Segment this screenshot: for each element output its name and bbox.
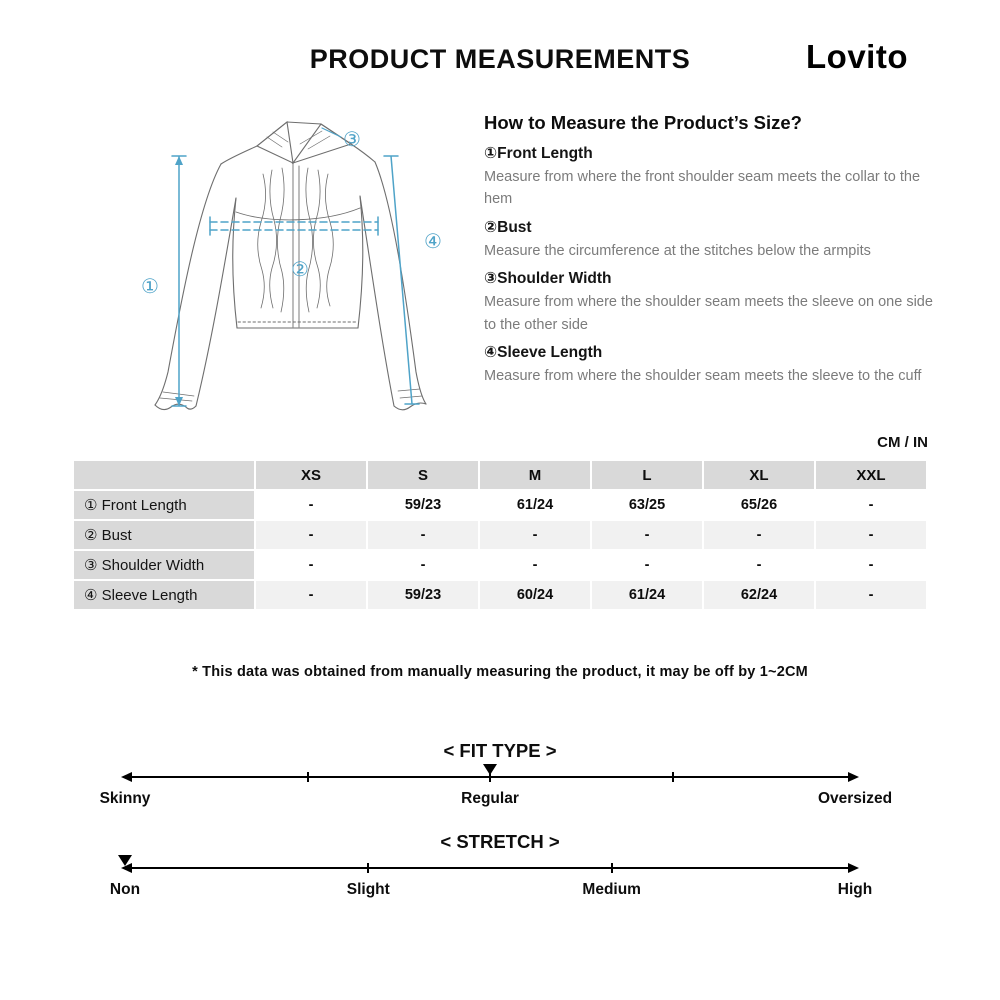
arrow-left-icon: [121, 772, 132, 782]
cell: 59/23: [368, 581, 478, 609]
fit-type-scale: [99, 770, 893, 814]
col-header-m: M: [480, 461, 590, 489]
stretch-tick: [367, 863, 369, 873]
corner-cell: [74, 461, 254, 489]
size-table: [72, 459, 928, 611]
fit-type-title: < FIT TYPE >: [443, 740, 557, 761]
annotation-bust-icon: ②: [291, 259, 309, 281]
col-header-xl: XL: [704, 461, 814, 489]
guide-item-label: ③Shoulder Width: [484, 270, 612, 288]
annotation-sleeve-icon: ④: [424, 231, 442, 253]
cell: -: [480, 521, 590, 549]
cell: -: [256, 491, 366, 519]
cell: 60/24: [480, 581, 590, 609]
sleeve-measure-line: [384, 156, 419, 404]
row-label: ② Bust: [74, 521, 254, 549]
guide-item-front-length: [484, 144, 934, 211]
cell: 62/24: [704, 581, 814, 609]
annotation-front-length-icon: ①: [141, 276, 159, 298]
cell: -: [256, 551, 366, 579]
cell: -: [256, 521, 366, 549]
table-row-bust: [74, 521, 926, 549]
guide-item-desc: Measure from where the shoulder seam meets the sleeve on one side to the other side: [484, 294, 933, 333]
fit-label-oversized: Oversized: [817, 790, 893, 807]
front-length-measure-line: [172, 156, 186, 406]
garment-diagram: [60, 106, 480, 438]
row-label: ④ Sleeve Length: [74, 581, 254, 609]
fit-label-regular: Regular: [461, 790, 519, 807]
guide-item-shoulder-width: [484, 269, 934, 336]
col-header-s: S: [368, 461, 478, 489]
fit-type-tick: [672, 772, 674, 782]
cell: -: [592, 551, 702, 579]
cell: 61/24: [480, 491, 590, 519]
arrow-right-icon: [848, 863, 859, 873]
page-title: PRODUCT MEASUREMENTS: [309, 44, 691, 74]
stretch-pointer-icon: [118, 855, 132, 866]
unit-label: CM / IN: [877, 434, 928, 451]
table-row-shoulder-width: [74, 551, 926, 579]
arrow-right-icon: [848, 772, 859, 782]
col-header-l: L: [592, 461, 702, 489]
cell: -: [368, 551, 478, 579]
stretch-axis: [125, 867, 855, 869]
stretch-label-high: High: [837, 881, 873, 898]
cell: 59/23: [368, 491, 478, 519]
cell: 65/26: [704, 491, 814, 519]
guide-item-sleeve-length: [484, 343, 934, 387]
guide-item-desc: Measure the circumference at the stitches below the armpits: [484, 242, 871, 259]
cell: -: [704, 551, 814, 579]
cell: -: [816, 491, 926, 519]
measurement-disclaimer: * This data was obtained from manually measuring the product, it may be off by 1~2CM: [192, 664, 808, 680]
stretch-title: < STRETCH >: [440, 831, 560, 852]
guide-item-label: ②Bust: [484, 218, 532, 236]
stretch-tick: [611, 863, 613, 873]
guide-item-desc: Measure from where the front shoulder seam meets the collar to the hem: [484, 169, 921, 208]
cell: -: [592, 521, 702, 549]
size-table-header-row: [74, 461, 926, 489]
col-header-xxl: XXL: [816, 461, 926, 489]
measure-guide: [484, 112, 934, 388]
row-label: ① Front Length: [74, 491, 254, 519]
guide-item-bust: [484, 218, 934, 262]
fit-label-skinny: Skinny: [99, 790, 151, 807]
guide-item-label: ④Sleeve Length: [484, 344, 603, 362]
guide-item-label: ①Front Length: [484, 145, 593, 162]
cell: -: [256, 581, 366, 609]
table-row-front-length: [74, 491, 926, 519]
cell: -: [368, 521, 478, 549]
bust-measure-line: [210, 222, 378, 230]
stretch-label-non: Non: [109, 881, 141, 898]
stretch-scale: [109, 861, 873, 905]
shoulder-leader-line: [322, 128, 341, 137]
guide-item-desc: Measure from where the shoulder seam meets the sleeve to the cuff: [484, 368, 922, 385]
brand-logo: Lovito: [806, 38, 908, 75]
guide-title: How to Measure the Product’s Size?: [484, 112, 802, 133]
cell: -: [480, 551, 590, 579]
fit-type-pointer-icon: [483, 764, 497, 775]
row-label: ③ Shoulder Width: [74, 551, 254, 579]
cell: -: [816, 521, 926, 549]
cell: -: [816, 581, 926, 609]
annotation-shoulder-icon: ③: [343, 129, 361, 151]
table-row-sleeve-length: [74, 581, 926, 609]
fit-type-tick: [307, 772, 309, 782]
cell: -: [704, 521, 814, 549]
cell: 61/24: [592, 581, 702, 609]
stretch-label-medium: Medium: [582, 881, 641, 898]
cell: -: [816, 551, 926, 579]
col-header-xs: XS: [256, 461, 366, 489]
stretch-label-slight: Slight: [346, 881, 390, 898]
cell: 63/25: [592, 491, 702, 519]
